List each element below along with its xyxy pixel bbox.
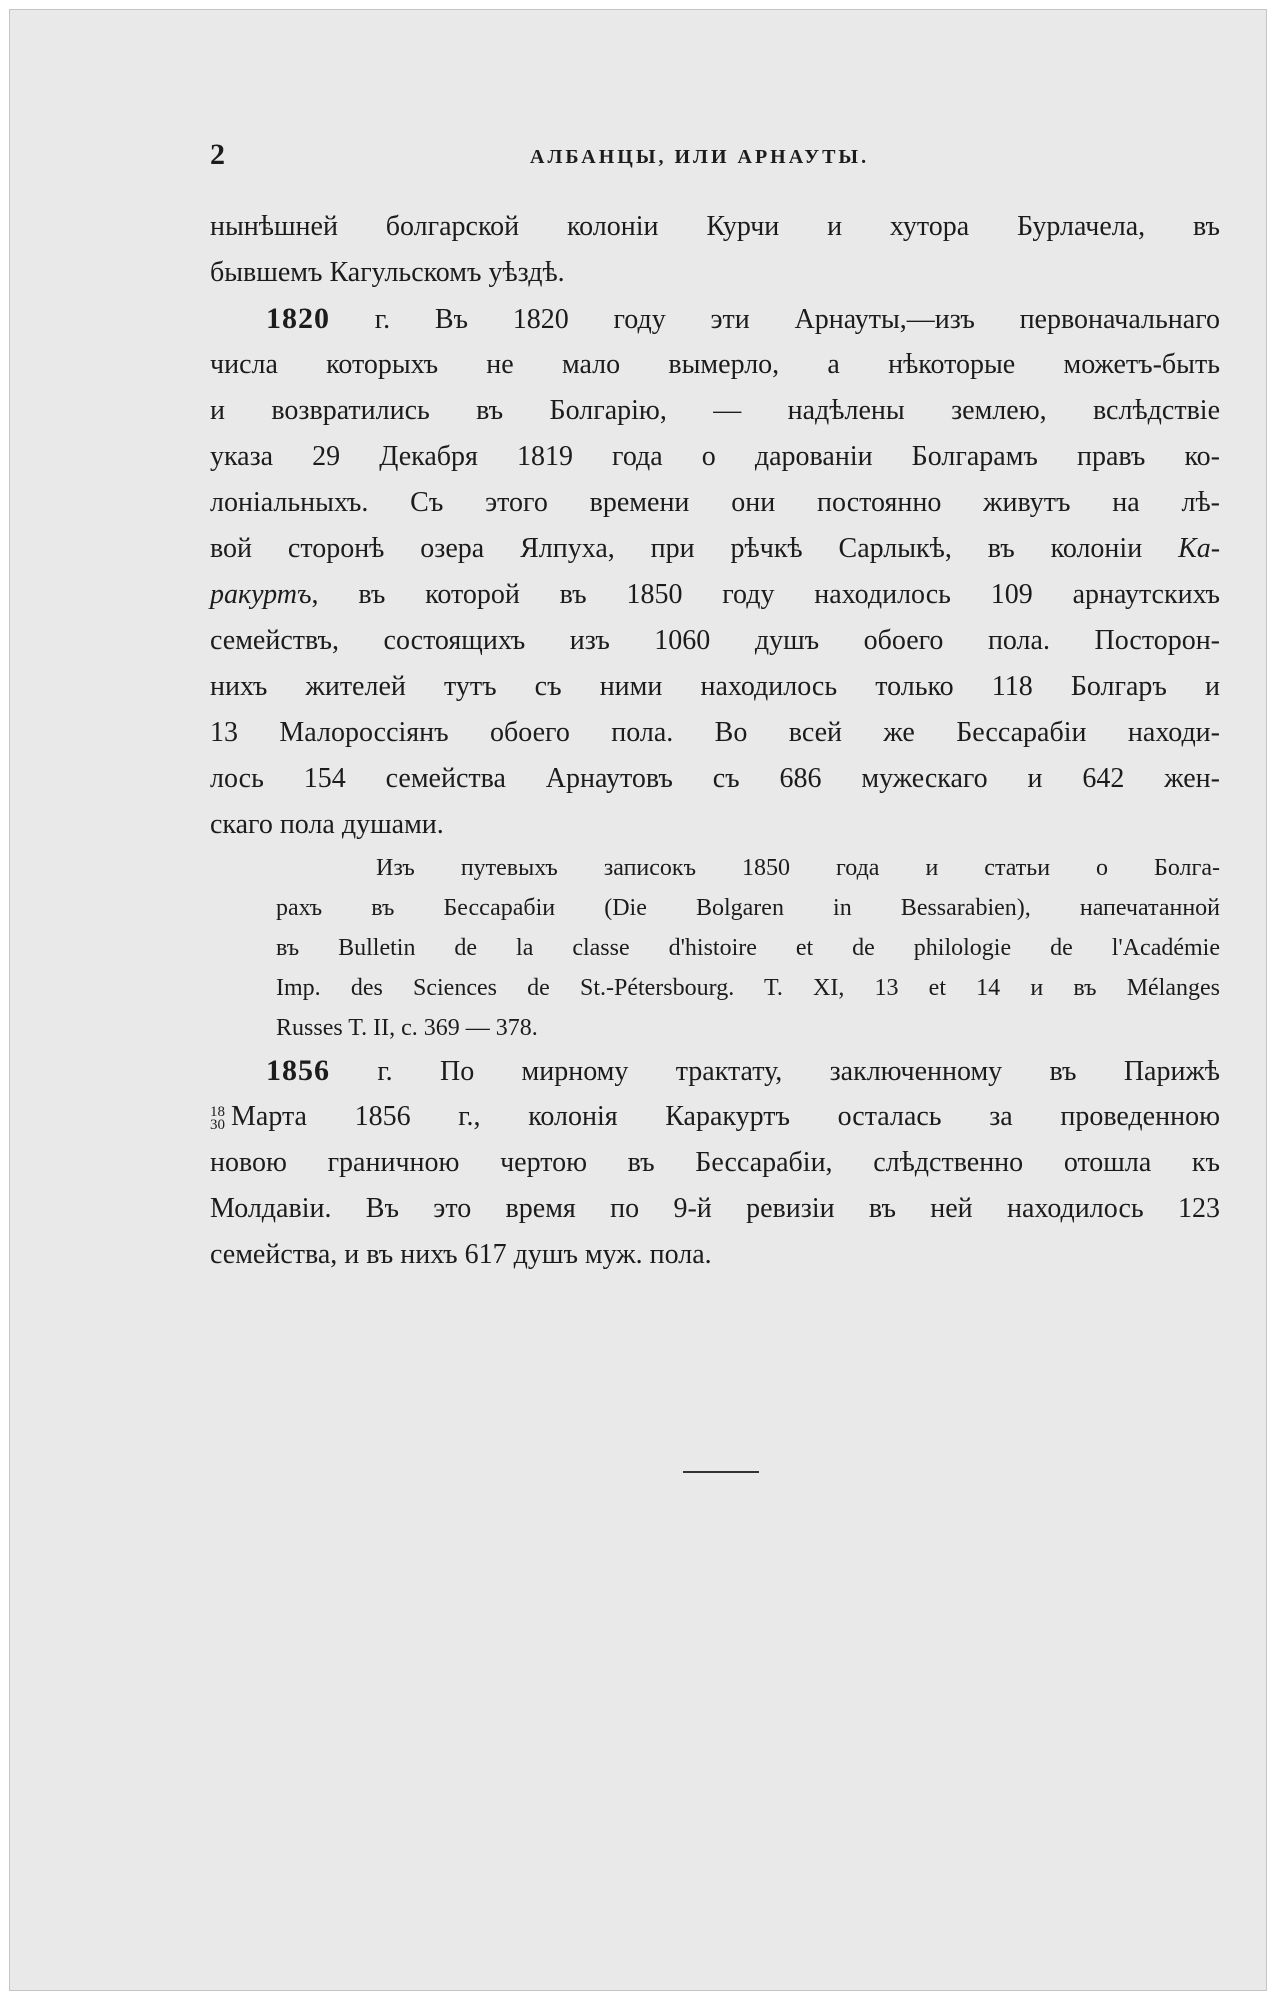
- note-line: въ Bulletin de la classe d'histoire et de philologie de l'Académie: [276, 935, 1220, 961]
- text-fragment: Марта 1856 г., колонія Каракуртъ осталась за проведенною: [231, 1101, 1220, 1132]
- text-line: [210, 526, 1220, 572]
- page-body: [210, 204, 1220, 1278]
- italic-fragment: ракуртъ: [210, 579, 312, 610]
- fraction-numerator: 18: [210, 1103, 225, 1120]
- text-fragment: г. Въ 1820 году эти Арнауты,—изъ первоначальнаго: [374, 304, 1220, 335]
- text-line: нынѣшней болгарской колоніи Курчи и хутора Бурлачела, въ: [210, 211, 1220, 242]
- text-fragment: вой сторонѣ озера Ялпуха, при рѣчкѣ Сарлыкѣ, въ колоніи: [210, 533, 1143, 564]
- running-title: АЛБАНЦЫ, ИЛИ АРНАУТЫ.: [530, 146, 870, 168]
- date-fraction: [210, 1103, 225, 1133]
- text-line: лось 154 семейства Арнаутовъ съ 686 мужескаго и 642 жен-: [210, 763, 1220, 794]
- section-end-rule: [683, 1471, 759, 1473]
- year-1856: 1856: [266, 1054, 330, 1087]
- text-line: Молдавіи. Въ это время по 9-й ревизіи въ ней находилось 123: [210, 1193, 1220, 1224]
- text-line: указа 29 Декабря 1819 года о дарованіи Болгарамъ правъ ко-: [210, 441, 1220, 472]
- text-line: семействъ, состоящихъ изъ 1060 душъ обоего пола. Посторон-: [210, 625, 1220, 656]
- text-line: семейства, и въ нихъ 617 душъ муж. пола.: [210, 1239, 712, 1270]
- page-number: 2: [210, 138, 225, 171]
- note-line: Изъ путевыхъ записокъ 1850 года и статьи о Болга-: [376, 855, 1220, 881]
- year-1820: 1820: [266, 302, 330, 335]
- text-line: [210, 1094, 1220, 1140]
- note-line: Imp. des Sciences de St.-Pétersbourg. T. XI, 13 et 14 и въ Mélanges: [276, 975, 1220, 1001]
- text-line: 13 Малороссіянъ обоего пола. Во всей же Бессарабіи находи-: [210, 717, 1220, 748]
- running-head: [210, 138, 1218, 178]
- text-line: [210, 572, 1220, 618]
- note-line: Russes T. II, с. 369 — 378.: [276, 1015, 538, 1041]
- text-line: новою граничною чертою въ Бессарабіи, слѣдственно отошла къ: [210, 1147, 1220, 1178]
- text-fragment: , въ которой въ 1850 году находилось 109 арнаутскихъ: [311, 579, 1220, 610]
- note-line: рахъ въ Бессарабіи (Die Bolgaren in Bessarabien), напечатанной: [276, 895, 1220, 921]
- text-line: числа которыхъ не мало вымерло, а нѣкоторые можетъ-быть: [210, 349, 1220, 380]
- text-line: лоніальныхъ. Съ этого времени они постоянно живутъ на лѣ-: [210, 487, 1220, 518]
- book-page: [9, 9, 1267, 1991]
- text-line: бывшемъ Кагульскомъ уѣздѣ.: [210, 257, 565, 288]
- italic-fragment: Ка-: [1178, 533, 1221, 564]
- source-note: [210, 848, 1220, 1048]
- text-line: нихъ жителей тутъ съ ними находилось только 118 Болгаръ и: [210, 671, 1220, 702]
- fraction-denominator: 30: [210, 1116, 225, 1133]
- text-line: скаго пола душами.: [210, 809, 444, 840]
- section-1856-first-line: [210, 1048, 1220, 1094]
- text-line: и возвратились въ Болгарію, — надѣлены землею, вслѣдствіе: [210, 395, 1220, 426]
- text-fragment: г. По мирному трактату, заключенному въ Парижѣ: [377, 1056, 1220, 1087]
- section-1820-first-line: [210, 296, 1220, 342]
